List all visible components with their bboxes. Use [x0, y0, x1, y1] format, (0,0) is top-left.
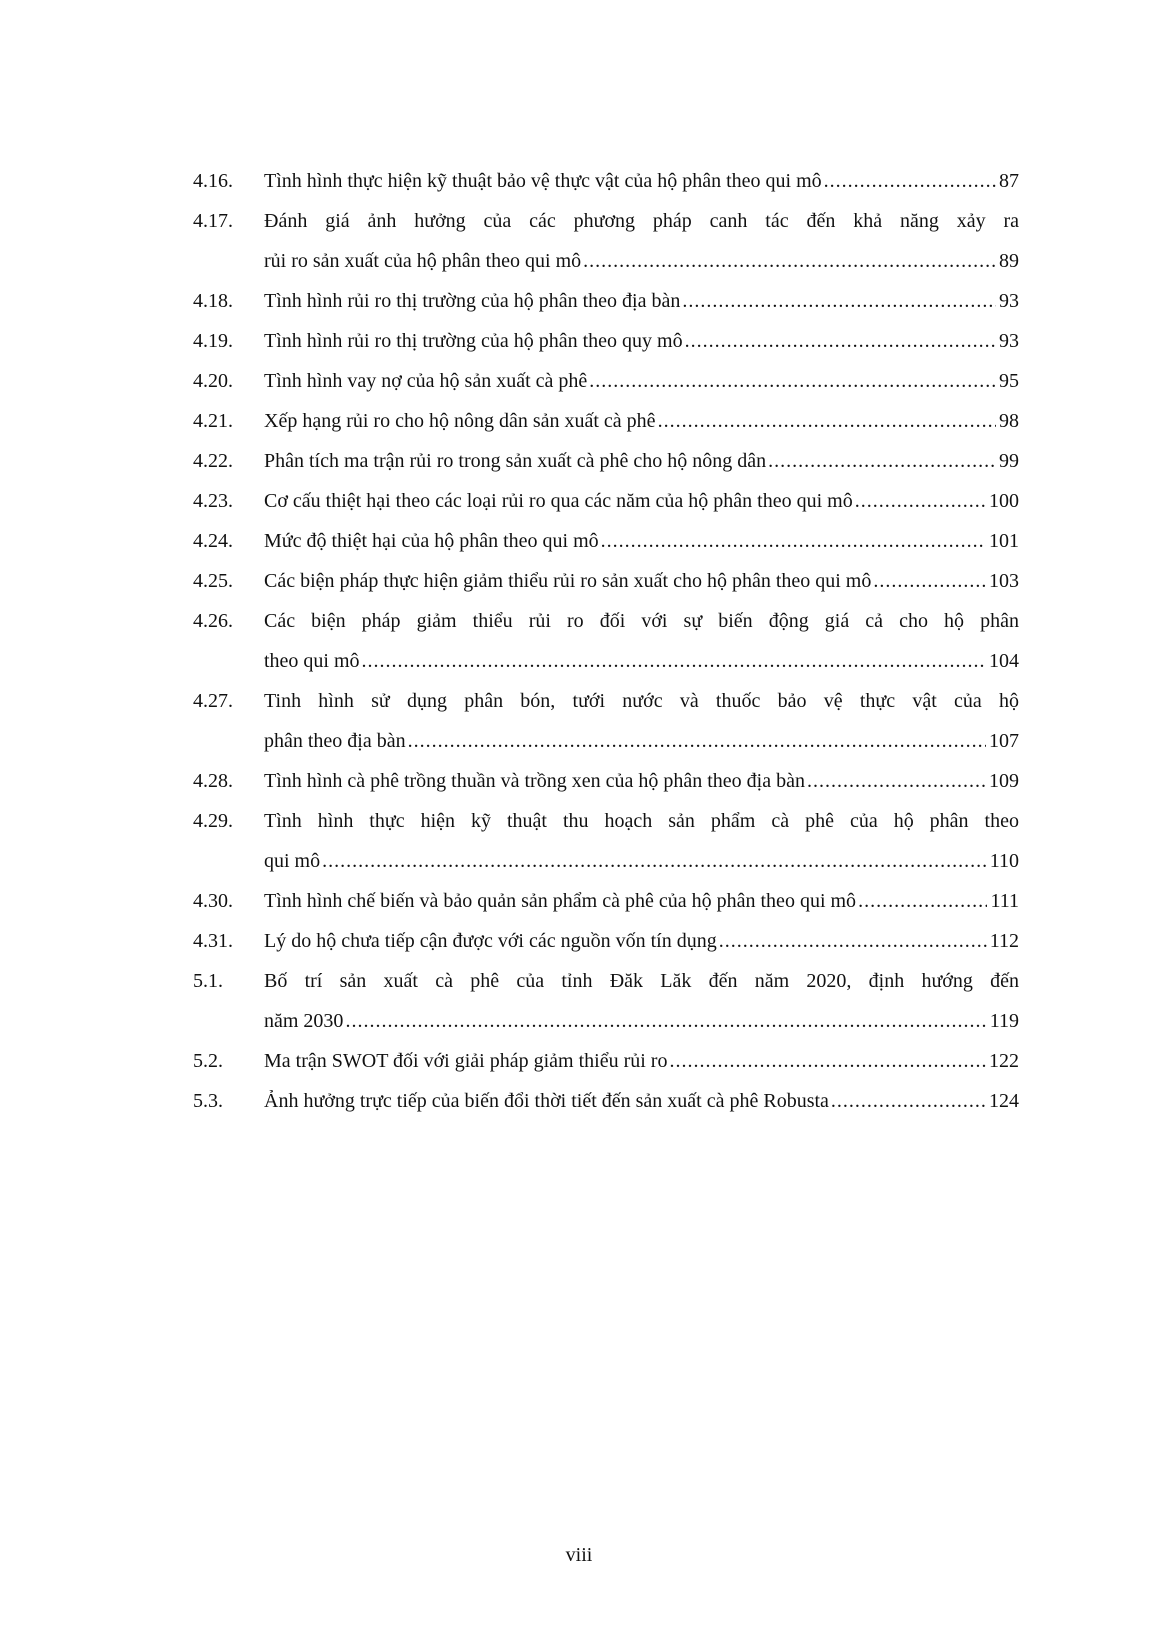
toc-entry-number: 4.26. — [193, 610, 233, 632]
toc-entry-title: rủi ro sản xuất của hộ phân theo qui mô — [264, 250, 582, 272]
toc-entry-continuation-line — [193, 241, 1019, 281]
toc-entry-line — [193, 321, 1019, 361]
toc-entry[interactable] — [193, 681, 1019, 761]
toc-entry[interactable] — [193, 521, 1019, 561]
toc-entry-title: Các biện pháp giảm thiểu rủi ro đối với sự biến động giá cả cho hộ phân — [264, 610, 1019, 632]
toc-entry-number: 4.22. — [193, 450, 233, 472]
toc-entry-page-number: 109 — [989, 770, 1019, 792]
dot-leader — [601, 521, 986, 561]
toc-entry-number: 4.20. — [193, 370, 233, 392]
dot-leader — [807, 761, 986, 801]
toc-entry-line — [193, 761, 1019, 801]
dot-leader — [858, 881, 987, 921]
toc-entry[interactable] — [193, 801, 1019, 881]
toc-entry-title: Lý do hộ chưa tiếp cận được với các nguồn vốn tín dụng — [264, 930, 717, 952]
toc-entry-page-number: 107 — [989, 730, 1019, 752]
toc-entry-title: Đánh giá ảnh hưởng của các phương pháp canh tác đến khả năng xảy ra — [264, 210, 1019, 232]
toc-entry-number: 4.23. — [193, 490, 233, 512]
toc-entry-title: Mức độ thiệt hại của hộ phân theo qui mô — [264, 530, 599, 552]
dot-leader — [831, 1081, 986, 1121]
toc-entry[interactable] — [193, 881, 1019, 921]
dot-leader — [682, 281, 996, 321]
toc-entry-title: qui mô — [264, 850, 321, 872]
toc-entry[interactable] — [193, 201, 1019, 281]
toc-entry-title: Tình hình thực hiện kỹ thuật bảo vệ thực vật của hộ phân theo qui mô — [264, 170, 822, 192]
toc-entry-page-number: 103 — [989, 570, 1019, 592]
dot-leader — [719, 921, 987, 961]
toc-entry[interactable] — [193, 1081, 1019, 1121]
toc-entry-title: phân theo địa bàn — [264, 730, 406, 752]
dot-leader — [855, 481, 986, 521]
page-number-footer: viii — [565, 1544, 593, 1566]
dot-leader — [824, 161, 996, 201]
toc-entry-page-number: 119 — [989, 1010, 1019, 1032]
toc-entry-page-number: 87 — [999, 170, 1019, 192]
toc-entry-page-number: 124 — [989, 1090, 1019, 1112]
toc-entry-number: 4.16. — [193, 170, 233, 192]
table-of-contents — [193, 161, 1019, 1121]
toc-entry-page-number: 89 — [999, 250, 1019, 272]
toc-entry-number: 4.28. — [193, 770, 233, 792]
toc-entry[interactable] — [193, 561, 1019, 601]
toc-entry[interactable] — [193, 321, 1019, 361]
toc-entry-continuation-line — [193, 841, 1019, 881]
toc-entry[interactable] — [193, 401, 1019, 441]
toc-entry-title: Tình hình chế biến và bảo quản sản phẩm cà phê của hộ phân theo qui mô — [264, 890, 857, 912]
toc-entry-number: 4.25. — [193, 570, 233, 592]
toc-entry-number: 4.21. — [193, 410, 233, 432]
toc-entry-title: Tình hình cà phê trồng thuần và trồng xen của hộ phân theo địa bàn — [264, 770, 805, 792]
toc-entry-line — [193, 1041, 1019, 1081]
toc-entry-title: theo qui mô — [264, 650, 360, 672]
toc-entry-line — [193, 561, 1019, 601]
toc-entry-page-number: 93 — [999, 290, 1019, 312]
toc-entry-page-number: 101 — [989, 530, 1019, 552]
toc-entry-line — [193, 961, 1019, 1001]
dot-leader — [589, 361, 996, 401]
toc-entry[interactable] — [193, 601, 1019, 681]
dot-leader — [345, 1001, 986, 1041]
toc-entry[interactable] — [193, 961, 1019, 1041]
toc-entry-title: Tinh hình sử dụng phân bón, tưới nước và thuốc bảo vệ thực vật của hộ — [264, 690, 1019, 712]
dot-leader — [658, 401, 996, 441]
toc-entry-page-number: 98 — [999, 410, 1019, 432]
toc-entry-line — [193, 601, 1019, 641]
toc-entry-page-number: 95 — [999, 370, 1019, 392]
toc-entry-line — [193, 801, 1019, 841]
toc-entry[interactable] — [193, 441, 1019, 481]
toc-entry-number: 5.2. — [193, 1050, 223, 1072]
toc-entry-line — [193, 401, 1019, 441]
toc-entry-title: Bố trí sản xuất cà phê của tỉnh Đăk Lăk đến năm 2020, định hướng đến — [264, 970, 1019, 992]
toc-entry-page-number: 104 — [989, 650, 1019, 672]
toc-entry-title: Tình hình rủi ro thị trường của hộ phân theo địa bàn — [264, 290, 681, 312]
toc-entry-number: 4.24. — [193, 530, 233, 552]
toc-entry-line — [193, 201, 1019, 241]
toc-entry-title: Cơ cấu thiệt hại theo các loại rủi ro qua các năm của hộ phân theo qui mô — [264, 490, 853, 512]
toc-entry-title: Tình hình rủi ro thị trường của hộ phân theo quy mô — [264, 330, 683, 352]
toc-entry[interactable] — [193, 361, 1019, 401]
toc-entry-continuation-line — [193, 721, 1019, 761]
toc-entry-title: Tình hình vay nợ của hộ sản xuất cà phê — [264, 370, 588, 392]
toc-entry-line — [193, 881, 1019, 921]
toc-entry-line — [193, 921, 1019, 961]
toc-entry-page-number: 100 — [989, 490, 1019, 512]
toc-entry-page-number: 112 — [989, 930, 1019, 952]
toc-entry-number: 5.1. — [193, 970, 223, 992]
toc-entry[interactable] — [193, 481, 1019, 521]
dot-leader — [408, 721, 986, 761]
dot-leader — [362, 641, 986, 681]
toc-entry[interactable] — [193, 1041, 1019, 1081]
dot-leader — [873, 561, 986, 601]
toc-entry-page-number: 110 — [989, 850, 1019, 872]
toc-entry-page-number: 122 — [989, 1050, 1019, 1072]
toc-entry-line — [193, 681, 1019, 721]
toc-entry-line — [193, 1081, 1019, 1121]
dot-leader — [669, 1041, 986, 1081]
toc-entry-line — [193, 481, 1019, 521]
toc-entry-number: 5.3. — [193, 1090, 223, 1112]
toc-entry-page-number: 99 — [999, 450, 1019, 472]
toc-entry[interactable] — [193, 281, 1019, 321]
toc-entry-continuation-line — [193, 641, 1019, 681]
toc-entry-number: 4.29. — [193, 810, 233, 832]
toc-entry-line — [193, 441, 1019, 481]
toc-entry-line — [193, 281, 1019, 321]
toc-entry-page-number: 111 — [990, 890, 1019, 912]
toc-entry[interactable] — [193, 761, 1019, 801]
toc-entry-number: 4.27. — [193, 690, 233, 712]
dot-leader — [768, 441, 996, 481]
dot-leader — [685, 321, 996, 361]
toc-entry[interactable] — [193, 921, 1019, 961]
toc-entry-number: 4.19. — [193, 330, 233, 352]
toc-entry-number: 4.17. — [193, 210, 233, 232]
toc-entry-number: 4.18. — [193, 290, 233, 312]
toc-entry-continuation-line — [193, 1001, 1019, 1041]
dot-leader — [322, 841, 987, 881]
toc-entry-line — [193, 361, 1019, 401]
toc-entry-page-number: 93 — [999, 330, 1019, 352]
toc-entry-line — [193, 521, 1019, 561]
toc-entry-title: Phân tích ma trận rủi ro trong sản xuất cà phê cho hộ nông dân — [264, 450, 767, 472]
toc-entry-line — [193, 161, 1019, 201]
toc-entry-title: Tình hình thực hiện kỹ thuật thu hoạch sản phẩm cà phê của hộ phân theo — [264, 810, 1019, 832]
toc-entry-title: Ảnh hưởng trực tiếp của biến đổi thời tiết đến sản xuất cà phê Robusta — [264, 1090, 829, 1112]
dot-leader — [583, 241, 996, 281]
toc-entry-number: 4.31. — [193, 930, 233, 952]
toc-entry-title: Các biện pháp thực hiện giảm thiểu rủi ro sản xuất cho hộ phân theo qui mô — [264, 570, 872, 592]
toc-entry-title: Ma trận SWOT đối với giải pháp giảm thiểu rủi ro — [264, 1050, 668, 1072]
toc-entry-title: Xếp hạng rủi ro cho hộ nông dân sản xuất cà phê — [264, 410, 656, 432]
toc-entry-title: năm 2030 — [264, 1010, 344, 1032]
toc-entry[interactable] — [193, 161, 1019, 201]
toc-entry-number: 4.30. — [193, 890, 233, 912]
